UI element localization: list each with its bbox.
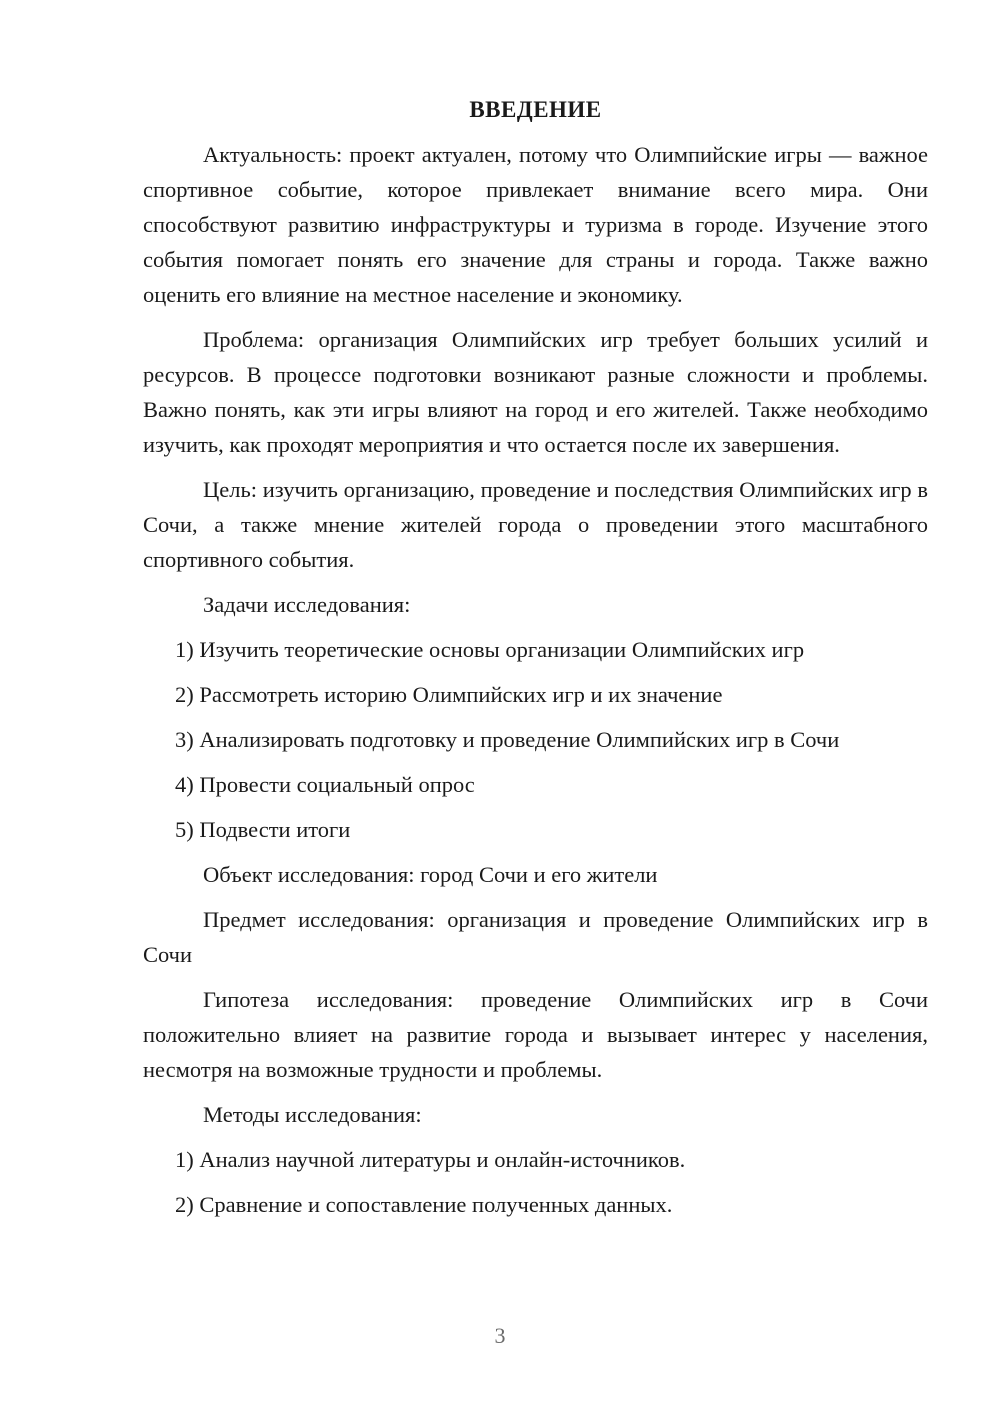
problem-paragraph: Проблема: организация Олимпийских игр требует больших усилий и ресурсов. В процессе подготовки возникают разные сложности и проблемы. Важно понять, как эти игры влияют на город и его жителей. Также необходимо изучить, как проходят мероприятия и что остается после их завершения. [143, 327, 928, 457]
tasks-list [143, 632, 928, 847]
relevance-paragraph: Актуальность: проект актуален, потому что Олимпийские игры — важное спортивное событие, которое привлекает внимание всего мира. Они способствуют развитию инфраструктуры и туризма в городе. Изучение этого события помогает понять его значение для страны и города. Также важно оценить его влияние на местное население и экономику. [143, 142, 928, 307]
document-page [143, 95, 928, 1232]
list-item: 4) Провести социальный опрос [175, 772, 475, 797]
list-item: 1) Изучить теоретические основы организации Олимпийских игр [175, 637, 805, 662]
list-item: 2) Сравнение и сопоставление полученных данных. [175, 1192, 673, 1217]
object-line: Объект исследования: город Сочи и его жители [203, 862, 658, 887]
tasks-heading: Задачи исследования: [203, 592, 411, 617]
hypothesis-paragraph: Гипотеза исследования: проведение Олимпийских игр в Сочи положительно влияет на развитие города и вызывает интерес у населения, несмотря на возможные трудности и проблемы. [143, 987, 928, 1082]
list-item: 5) Подвести итоги [175, 817, 351, 842]
list-item: 1) Анализ научной литературы и онлайн-источников. [175, 1147, 686, 1172]
list-item: 3) Анализировать подготовку и проведение Олимпийских игр в Сочи [175, 727, 840, 752]
list-item: 2) Рассмотреть историю Олимпийских игр и их значение [175, 682, 723, 707]
section-title: ВВЕДЕНИЕ [469, 97, 602, 122]
goal-paragraph: Цель: изучить организацию, проведение и последствия Олимпийских игр в Сочи, а также мнение жителей города о проведении этого масштабного спортивного события. [143, 477, 928, 572]
subject-paragraph: Предмет исследования: организация и проведение Олимпийских игр в Сочи [143, 907, 928, 967]
methods-heading: Методы исследования: [203, 1102, 422, 1127]
page-number: 3 [494, 1323, 506, 1348]
methods-list [143, 1142, 928, 1222]
